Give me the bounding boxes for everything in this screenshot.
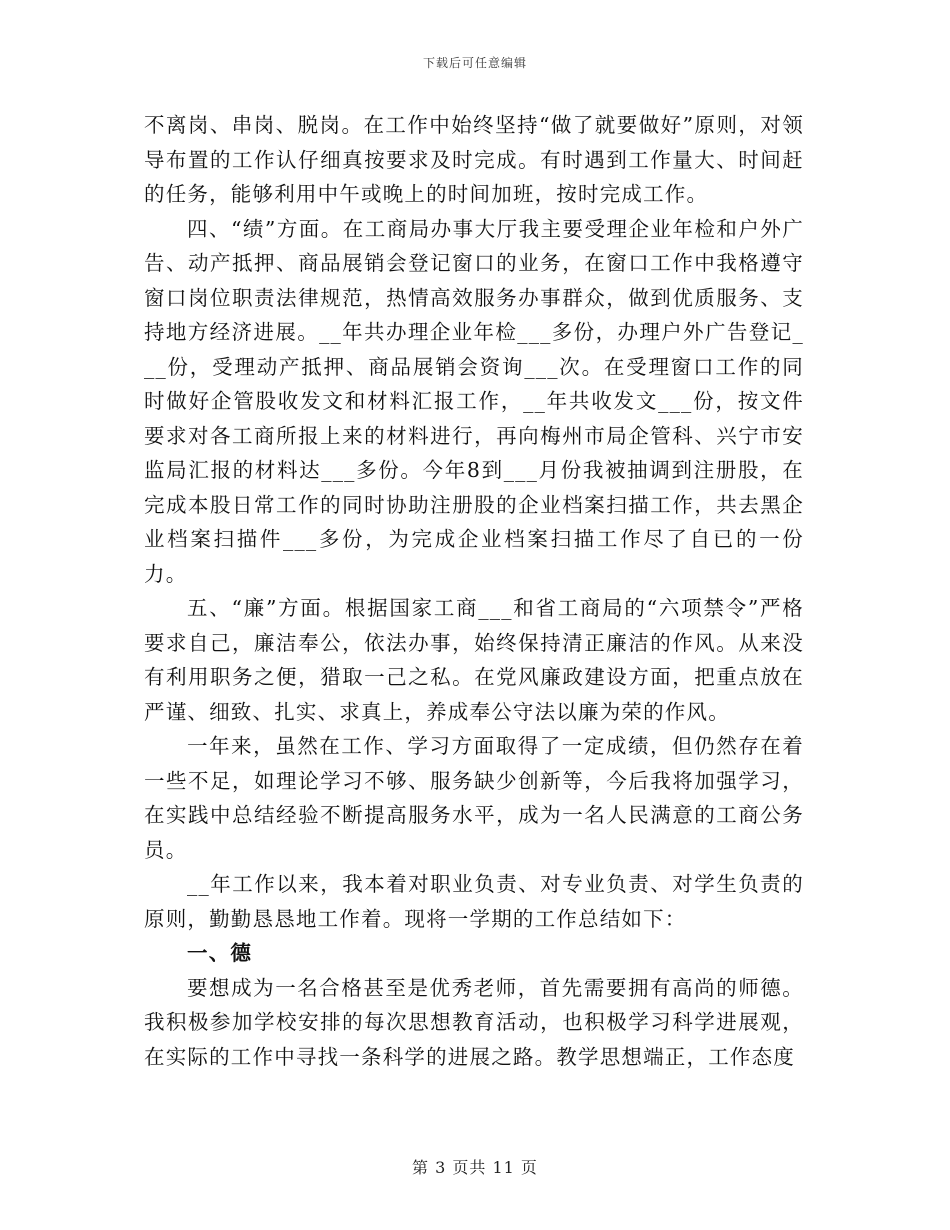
header-note: 下载后可任意编辑 [422, 56, 527, 70]
paragraph-6: 要想成为一名合格甚至是优秀老师，首先需要拥有高尚的师德。我积极参加学校安排的每次思想教育活动，也积极学习科学进展观，在实际的工作中寻找一条科学的进展之路。教学思想端正，工作态度 [144, 975, 804, 1069]
page-number: 第 3 页共 11 页 [412, 1158, 538, 1177]
paragraph-3: 五、“廉”方面。根据国家工商___和省工商局的“六项禁令”严格要求自己，廉洁奉公，依法办事，始终保持清正廉洁的作风。从来没有利用职务之便，猎取一己之私。在党风廉政建设方面，把重点放在严谨、细致、扎实、求真上，养成奉公守法以廉为荣的作风。 [144, 596, 804, 724]
section-heading: 一、德 [187, 941, 253, 965]
paragraph-4: 一年来，虽然在工作、学习方面取得了一定成绩，但仍然存在着一些不足，如理论学习不够、服务缺少创新等，今后我将加强学习，在实践中总结经验不断提高服务水平，成为一名人民满意的工商公务员。 [144, 734, 804, 862]
document-body [144, 108, 804, 1074]
paragraph-2: 四、“绩”方面。在工商局办事大厅我主要受理企业年检和户外广告、动产抵押、商品展销会登记窗口的业务，在窗口工作中我格遵守窗口岗位职责法律规范，热情高效服务办事群众，做到优质服务、支持地方经济进展。__年共办理企业年检___多份，办理户外广告登记___份，受理动产抵押、商品展销会资询___次。在受理窗口工作的同时做好企管股收发文和材料汇报工作，__年共收发文___份，按文件要求对各工商所报上来的材料进行，再向梅州市局企管科、兴宁市安监局汇报的材料达___多份。今年8到___月份我被抽调到注册股，在完成本股日常工作的同时协助注册股的企业档案扫描工作，共去黑企业档案扫描件___多份，为完成企业档案扫描工作尽了自已的一份力。 [144, 216, 804, 586]
paragraph-1: 不离岗、串岗、脱岗。在工作中始终坚持“做了就要做好”原则，对领导布置的工作认仔细真按要求及时完成。有时遇到工作量大、时间赶的任务，能够利用中午或晚上的时间加班，按时完成工作。 [144, 113, 804, 206]
paragraph-5: __年工作以来，我本着对职业负责、对专业负责、对学生负责的原则，勤勤恳恳地工作着。现将一学期的工作总结如下： [144, 872, 804, 931]
